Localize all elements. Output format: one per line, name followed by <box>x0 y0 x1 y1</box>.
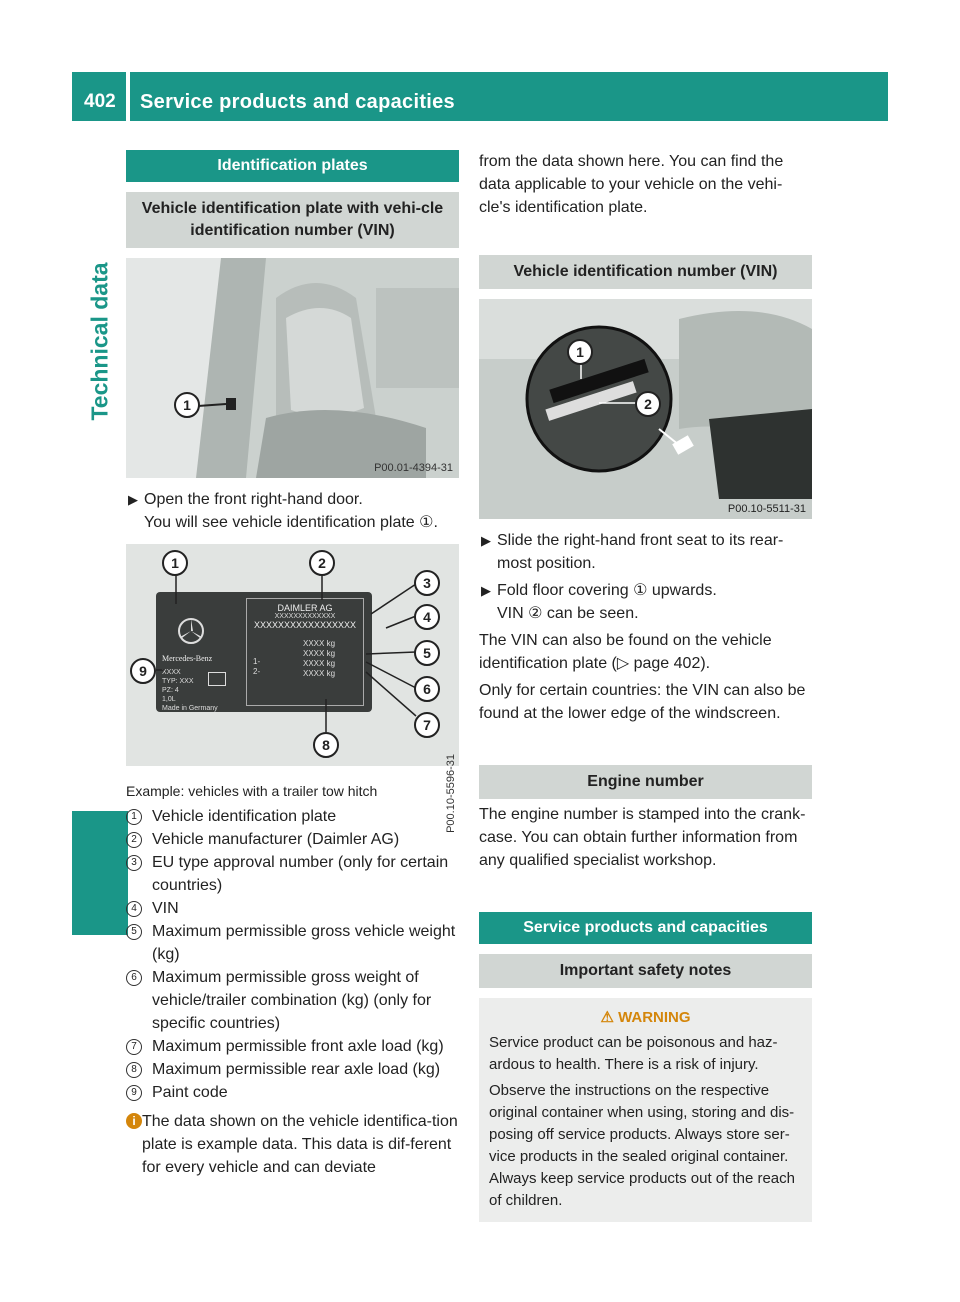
engine-number-text: The engine number is stamped into the crank-case. You can obtain further information from any qualified specialist workshop. <box>479 806 806 869</box>
left-column <box>126 150 459 1179</box>
plate-axles: 1- 2- <box>253 657 261 676</box>
list-item: 9 Paint code <box>126 1081 459 1104</box>
callout-9: 9 <box>130 658 156 684</box>
list-item: 6 Maximum permissible gross weight of vehicle/trailer combination (kg) (only for specific countries) <box>126 966 459 1035</box>
plate-left-data: XXXX TYP: XXX PZ: 4 1,0L Made in Germany <box>162 669 218 712</box>
list-item: 4 VIN <box>126 897 459 920</box>
callout-2: 2 <box>309 550 335 576</box>
list-item: 1 Vehicle identification plate <box>126 805 459 828</box>
step-slide-seat: ▶ Slide the right-hand front seat to its rear-most position. <box>479 529 812 575</box>
subsection-title-vin: Vehicle identification number (VIN) <box>479 255 812 289</box>
right-column <box>479 150 812 1222</box>
step-arrow-icon: ▶ <box>128 492 138 507</box>
callout-4: 4 <box>414 604 440 630</box>
step-arrow-icon: ▶ <box>481 583 491 598</box>
warning-text-1: Service product can be poisonous and haz-ardous to health. There is a risk of injury. <box>489 1034 778 1073</box>
plate-brand: DAIMLER AG <box>277 603 333 613</box>
vin-location-photo <box>479 299 812 519</box>
info-note: i The data shown on the vehicle identifica-tion plate is example data. This data is dif-ferent for every vehicle and can deviate <box>126 1110 459 1179</box>
subsection-title-safety: Important safety notes <box>479 954 812 988</box>
page-header <box>72 72 888 121</box>
section-title-service-products: Service products and capacities <box>479 912 812 944</box>
subsection-title-engine: Engine number <box>479 765 812 799</box>
list-item: 5 Maximum permissible gross vehicle weight (kg) <box>126 920 459 966</box>
list-item: 3 EU type approval number (only for certain countries) <box>126 851 459 897</box>
page-number: 402 <box>84 91 116 112</box>
step-open-door-detail: You will see vehicle identification plate ①. <box>144 514 438 531</box>
list-item: 2 Vehicle manufacturer (Daimler AG) <box>126 828 459 851</box>
door-photo-illustration <box>126 258 459 478</box>
continued-text: from the data shown here. You can find the data applicable to your vehicle on the vehi-cle's identification plate. <box>479 153 784 216</box>
figure-code: P00.01-4394-31 <box>374 462 453 474</box>
side-tab-marker <box>72 811 128 935</box>
callout-5: 5 <box>414 640 440 666</box>
callout-3: 3 <box>414 570 440 596</box>
callout-1: 1 <box>174 392 200 418</box>
side-label: Technical data <box>86 261 113 421</box>
side-tab <box>72 121 128 1265</box>
callout-1: 1 <box>567 339 593 365</box>
callout-1: 1 <box>162 550 188 576</box>
header-title: Service products and capacities <box>140 91 455 113</box>
step-arrow-icon: ▶ <box>481 533 491 548</box>
subsection-title-plate: Vehicle identification plate with vehi-cle identification number (VIN) <box>126 192 459 248</box>
plate-figure-code: P00.10-5596-31 <box>445 754 457 833</box>
step-open-door: ▶ Open the front right-hand door. <box>126 488 459 511</box>
step-vin-visible: VIN ② can be seen. <box>497 605 639 622</box>
warning-box <box>479 998 812 1222</box>
list-item: 7 Maximum permissible front axle load (kg) <box>126 1035 459 1058</box>
step-fold-covering: ▶ Fold floor covering ① upwards. <box>479 579 812 602</box>
section-title-identification: Identification plates <box>126 150 459 182</box>
figure-caption: Example: vehicles with a trailer tow hitch <box>126 783 378 799</box>
callout-6: 6 <box>414 676 440 702</box>
plate-logo: Mercedes-Benz <box>162 654 213 663</box>
list-item: 8 Maximum permissible rear axle load (kg) <box>126 1058 459 1081</box>
info-icon: i <box>126 1113 142 1129</box>
vin-windscreen-note: Only for certain countries: the VIN can also be found at the lower edge of the windscreen. <box>479 682 806 722</box>
plate-legend-list <box>126 805 459 1104</box>
callout-2: 2 <box>635 391 661 417</box>
plate-weights: XXXX kg XXXX kg XXXX kg XXXX kg <box>303 639 336 678</box>
plate-row2: XXXXXXXXXXXXXXXXX <box>253 620 357 630</box>
header-divider <box>126 72 130 121</box>
warning-heading: ⚠ WARNING <box>600 1009 691 1026</box>
warning-text-2: Observe the instructions on the respective original container when using, storing and dis-posing off service products. Always store ser-vice products in the sealed original container. Always keep service products out of the reach of children. <box>489 1082 795 1209</box>
warning-triangle-icon: ⚠ <box>600 1009 614 1026</box>
plate-callout-lines <box>126 544 459 766</box>
callout-8: 8 <box>313 732 339 758</box>
door-photo <box>126 258 459 478</box>
vin-figure-code: P00.10-5511-31 <box>727 503 806 515</box>
vin-plate-note: The VIN can also be found on the vehicle identification plate (▷ page 402). <box>479 632 772 672</box>
plate-row1: XXXXXXXXXXXXX <box>274 613 336 620</box>
callout-7: 7 <box>414 712 440 738</box>
